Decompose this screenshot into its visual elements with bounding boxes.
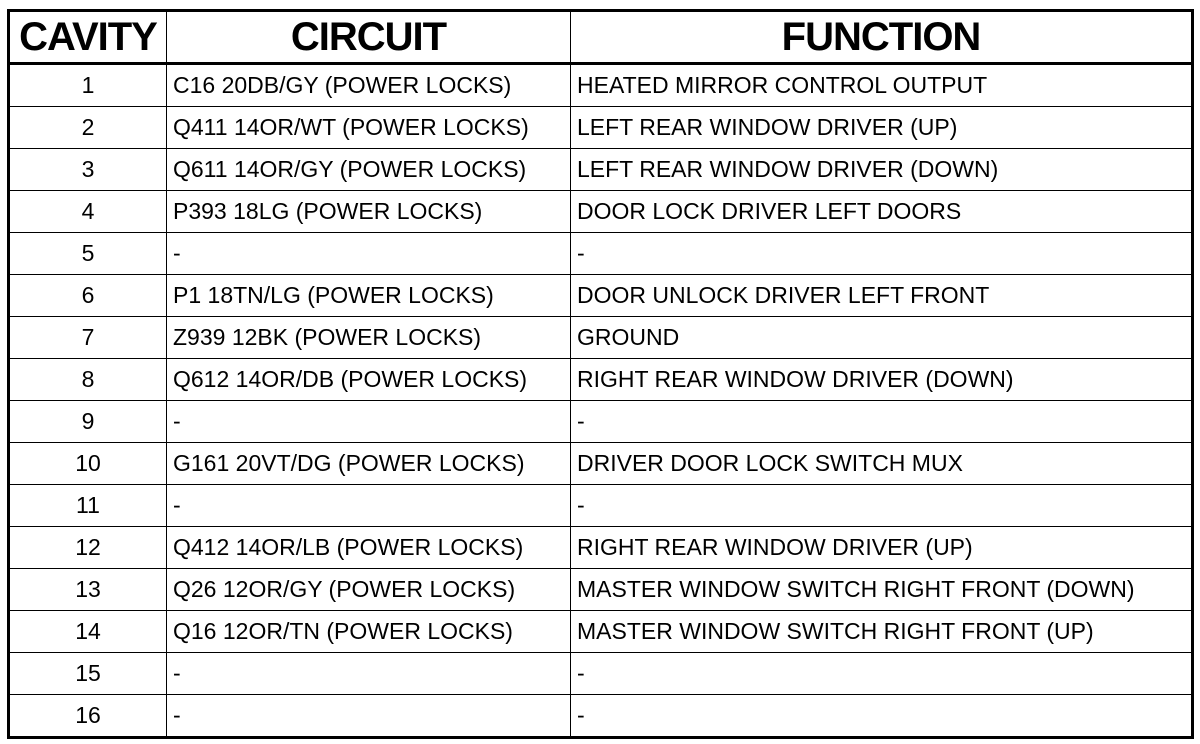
- table-body: [9, 64, 1193, 738]
- table-row: [9, 359, 1193, 401]
- cavity-cell: 12: [9, 527, 167, 569]
- function-cell: -: [571, 653, 1193, 695]
- circuit-cell: -: [167, 695, 571, 738]
- cavity-cell: 2: [9, 107, 167, 149]
- circuit-cell: -: [167, 485, 571, 527]
- table-row: [9, 64, 1193, 107]
- function-cell: -: [571, 485, 1193, 527]
- table-row: [9, 527, 1193, 569]
- cavity-cell: 1: [9, 64, 167, 107]
- cavity-cell: 16: [9, 695, 167, 738]
- table-row: [9, 317, 1193, 359]
- circuit-cell: C16 20DB/GY (POWER LOCKS): [167, 64, 571, 107]
- header-row: [9, 11, 1193, 64]
- table-header: [9, 11, 1193, 64]
- cavity-cell: 14: [9, 611, 167, 653]
- circuit-cell: Q412 14OR/LB (POWER LOCKS): [167, 527, 571, 569]
- table-row: [9, 401, 1193, 443]
- table-row: [9, 695, 1193, 738]
- function-cell: DOOR LOCK DRIVER LEFT DOORS: [571, 191, 1193, 233]
- cavity-cell: 6: [9, 275, 167, 317]
- table-row: [9, 569, 1193, 611]
- cavity-cell: 10: [9, 443, 167, 485]
- cavity-cell: 13: [9, 569, 167, 611]
- table-row: [9, 107, 1193, 149]
- function-cell: LEFT REAR WINDOW DRIVER (UP): [571, 107, 1193, 149]
- circuit-cell: Q16 12OR/TN (POWER LOCKS): [167, 611, 571, 653]
- cavity-cell: 5: [9, 233, 167, 275]
- cavity-cell: 8: [9, 359, 167, 401]
- circuit-cell: -: [167, 653, 571, 695]
- circuit-cell: Q612 14OR/DB (POWER LOCKS): [167, 359, 571, 401]
- header-function: FUNCTION: [571, 11, 1193, 64]
- circuit-cell: -: [167, 401, 571, 443]
- circuit-cell: -: [167, 233, 571, 275]
- function-cell: RIGHT REAR WINDOW DRIVER (DOWN): [571, 359, 1193, 401]
- cavity-cell: 3: [9, 149, 167, 191]
- circuit-cell: P393 18LG (POWER LOCKS): [167, 191, 571, 233]
- header-circuit: CIRCUIT: [167, 11, 571, 64]
- cavity-cell: 15: [9, 653, 167, 695]
- function-cell: HEATED MIRROR CONTROL OUTPUT: [571, 64, 1193, 107]
- circuit-cell: Q26 12OR/GY (POWER LOCKS): [167, 569, 571, 611]
- table-row: [9, 233, 1193, 275]
- circuit-cell: G161 20VT/DG (POWER LOCKS): [167, 443, 571, 485]
- function-cell: GROUND: [571, 317, 1193, 359]
- circuit-cell: Q611 14OR/GY (POWER LOCKS): [167, 149, 571, 191]
- table-row: [9, 191, 1193, 233]
- function-cell: RIGHT REAR WINDOW DRIVER (UP): [571, 527, 1193, 569]
- function-cell: DRIVER DOOR LOCK SWITCH MUX: [571, 443, 1193, 485]
- table-row: [9, 275, 1193, 317]
- table-row: [9, 149, 1193, 191]
- cavity-cell: 9: [9, 401, 167, 443]
- cavity-cell: 7: [9, 317, 167, 359]
- table-row: [9, 485, 1193, 527]
- cavity-cell: 11: [9, 485, 167, 527]
- circuit-cell: P1 18TN/LG (POWER LOCKS): [167, 275, 571, 317]
- function-cell: -: [571, 695, 1193, 738]
- function-cell: DOOR UNLOCK DRIVER LEFT FRONT: [571, 275, 1193, 317]
- circuit-cell: Z939 12BK (POWER LOCKS): [167, 317, 571, 359]
- cavity-cell: 4: [9, 191, 167, 233]
- connector-pinout-table: [7, 9, 1194, 739]
- table-row: [9, 611, 1193, 653]
- function-cell: -: [571, 233, 1193, 275]
- function-cell: MASTER WINDOW SWITCH RIGHT FRONT (DOWN): [571, 569, 1193, 611]
- function-cell: LEFT REAR WINDOW DRIVER (DOWN): [571, 149, 1193, 191]
- circuit-cell: Q411 14OR/WT (POWER LOCKS): [167, 107, 571, 149]
- header-cavity: CAVITY: [9, 11, 167, 64]
- table-row: [9, 653, 1193, 695]
- function-cell: -: [571, 401, 1193, 443]
- function-cell: MASTER WINDOW SWITCH RIGHT FRONT (UP): [571, 611, 1193, 653]
- table-row: [9, 443, 1193, 485]
